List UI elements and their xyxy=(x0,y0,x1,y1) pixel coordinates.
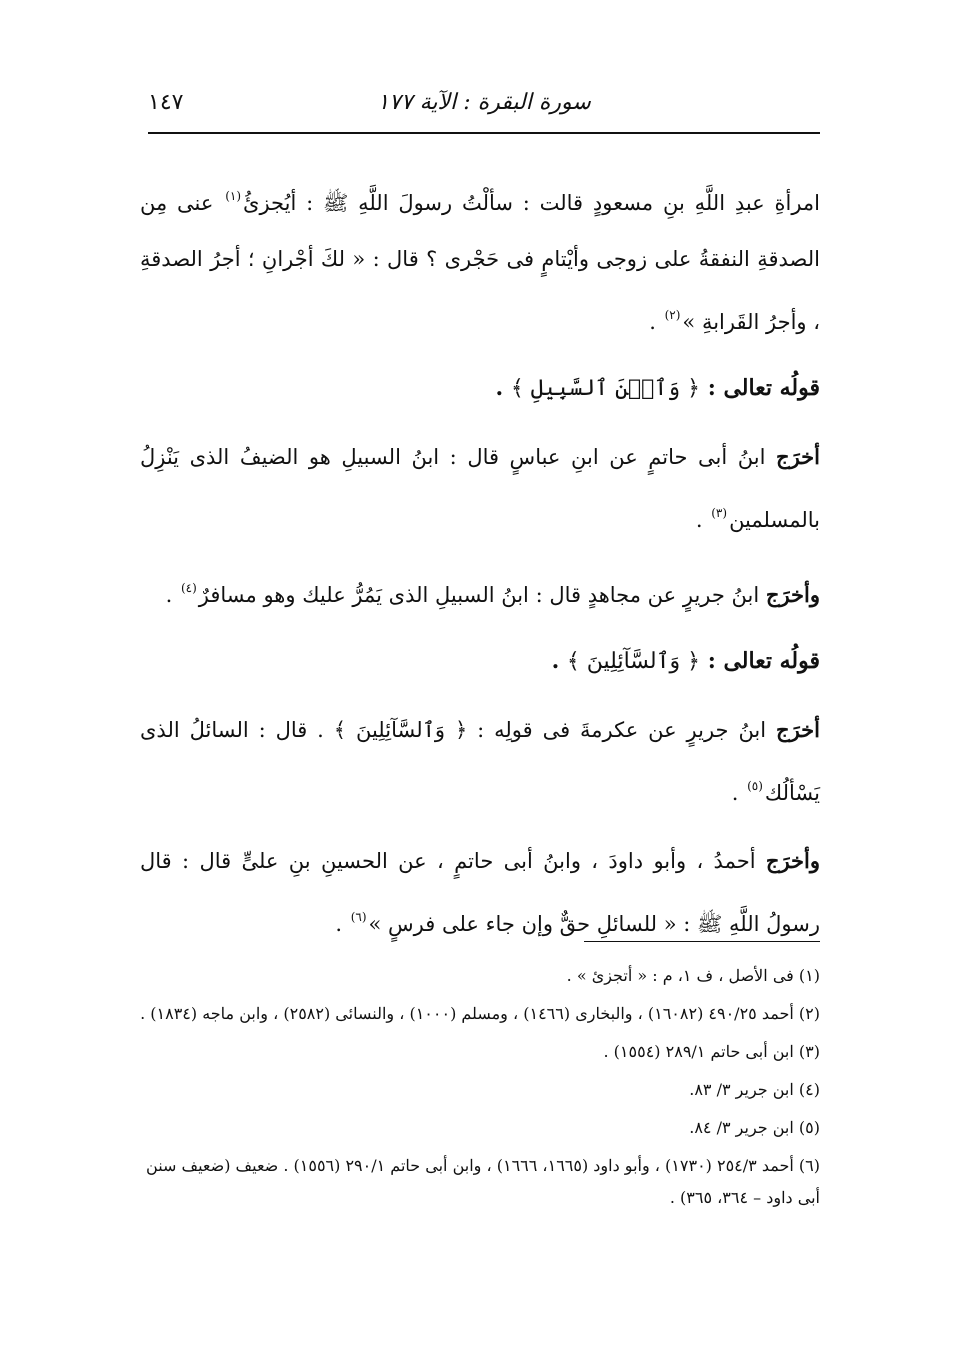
p1-end: . xyxy=(649,310,656,334)
footnotes xyxy=(140,960,820,1220)
footnote-3: (٣) ابن أبى حاتم ٢٨٩/١ (١٥٥٤) . xyxy=(603,1042,820,1061)
p3-end: . xyxy=(165,583,173,607)
paragraph-4 xyxy=(140,702,820,821)
header-rule xyxy=(148,132,820,134)
heading-sailin xyxy=(140,633,820,690)
p5-text: أحمدُ ، وأبو داودَ ، وابنُ أبى حاتمٍ ، عن الحسينِ بنِ علىٍّ قال : قال رسولُ اللَّهِ ﷺ : « للسائلِ حقٌّ وإن جاء على فرسٍ » xyxy=(140,849,820,936)
h1-verse: ﴿ وَٱبۡنَ ٱلسَّبِيلِ ﴾ xyxy=(510,376,701,401)
h2-lead: قولُه تعالى : xyxy=(707,648,820,674)
footnote-4: (٤) ابن جرير ٣/ ٨٣. xyxy=(689,1080,820,1099)
main-text xyxy=(140,168,820,952)
footnote-ref-2: (٢) xyxy=(664,308,681,322)
p1-text-b: عنى مِن الصدقةِ النفقةُ على زوجى وأيْتامٍ فى حَجْرى ؟ قال : « لكَ أجْرانِ ؛ أجرُ الصدقةِ ، وأجرُ القَرابةِ » xyxy=(140,191,820,334)
p1-text-a: امرأةِ عبدِ اللَّهِ بنِ مسعودٍ قالت : سألْتُ رسولَ اللَّهِ ﷺ : أيُجزئُ xyxy=(243,191,821,215)
p4-text-a: ابنُ جريرٍ عن عكرمةَ فى قولِه : xyxy=(477,718,767,742)
p2-lead: أخرَج xyxy=(776,444,820,469)
paragraph-5 xyxy=(140,833,820,952)
footnote-ref-3: (٣) xyxy=(711,506,728,520)
p5-end: . xyxy=(335,912,342,936)
p4-text-b: . قال : السائلُ الذى يَسْألُك xyxy=(140,718,820,805)
footnote-2: (٢) أحمد ٤٩٠/٢٥ (١٦٠٨٢) ، والبخارى (١٤٦٦) ، ومسلم (١٠٠٠) ، والنسائى (٢٥٨٢) ، وابن ماجه (١٨٣٤) . xyxy=(140,1004,820,1023)
footnote-rule xyxy=(584,941,820,942)
p3-text: ابنُ جريرٍ عن مجاهدٍ قال : ابنُ السبيلِ الذى يَمُرُّ عليك وهو مسافرٌ xyxy=(198,583,760,607)
h2-end: . xyxy=(551,648,560,674)
p2-end: . xyxy=(695,508,703,532)
footnote-ref-6: (٦) xyxy=(350,910,367,924)
p4-verse: ﴿ وَٱلسَّآئِلِينَ ﴾ xyxy=(333,718,468,742)
running-title: سورة البقرة : الآية ١٧٧ xyxy=(377,90,591,115)
p2-text: ابنُ أبى حاتمٍ عن ابنِ عباسٍ قال : ابنُ السبيلِ هو الضيفُ الذى يَنْزِلُ بالمسلمين xyxy=(140,445,820,532)
page-number: ١٤٧ xyxy=(148,90,184,115)
p4-end: . xyxy=(731,781,739,805)
footnote-6: (٦) أحمد ٢٥٤/٣ (١٧٣٠) ، وأبو داود (١٦٦٥، ١٦٦٦) ، وابن أبى حاتم ٢٩٠/١ (١٥٥٦) . ضعيف (ضعيف سنن أبى داود – ٣٦٤، ٣٦٥) . xyxy=(146,1156,820,1207)
footnote-ref-5: (٥) xyxy=(747,779,763,793)
p5-lead: وأخرَج xyxy=(765,848,820,873)
h1-end: . xyxy=(495,375,504,401)
h2-verse: ﴿ وَٱلسَّآئِلِينَ ﴾ xyxy=(566,649,701,674)
footnote-ref-4: (٤) xyxy=(180,581,197,595)
paragraph-2 xyxy=(140,429,820,548)
footnote-ref-1: (١) xyxy=(225,189,242,203)
footnote-1: (١) فى الأصل ، ف ١، م : « أتجزئ » . xyxy=(566,966,820,985)
paragraph-3 xyxy=(140,560,820,623)
footnote-5: (٥) ابن جرير ٣/ ٨٤. xyxy=(689,1118,820,1137)
page-header xyxy=(148,86,820,126)
p3-lead: وأخرَج xyxy=(765,582,820,607)
heading-ibn-sabil xyxy=(140,360,820,417)
paragraph-1 xyxy=(140,168,820,350)
h1-lead: قولُه تعالى : xyxy=(707,375,820,401)
p4-lead: أخرَج xyxy=(776,717,820,742)
